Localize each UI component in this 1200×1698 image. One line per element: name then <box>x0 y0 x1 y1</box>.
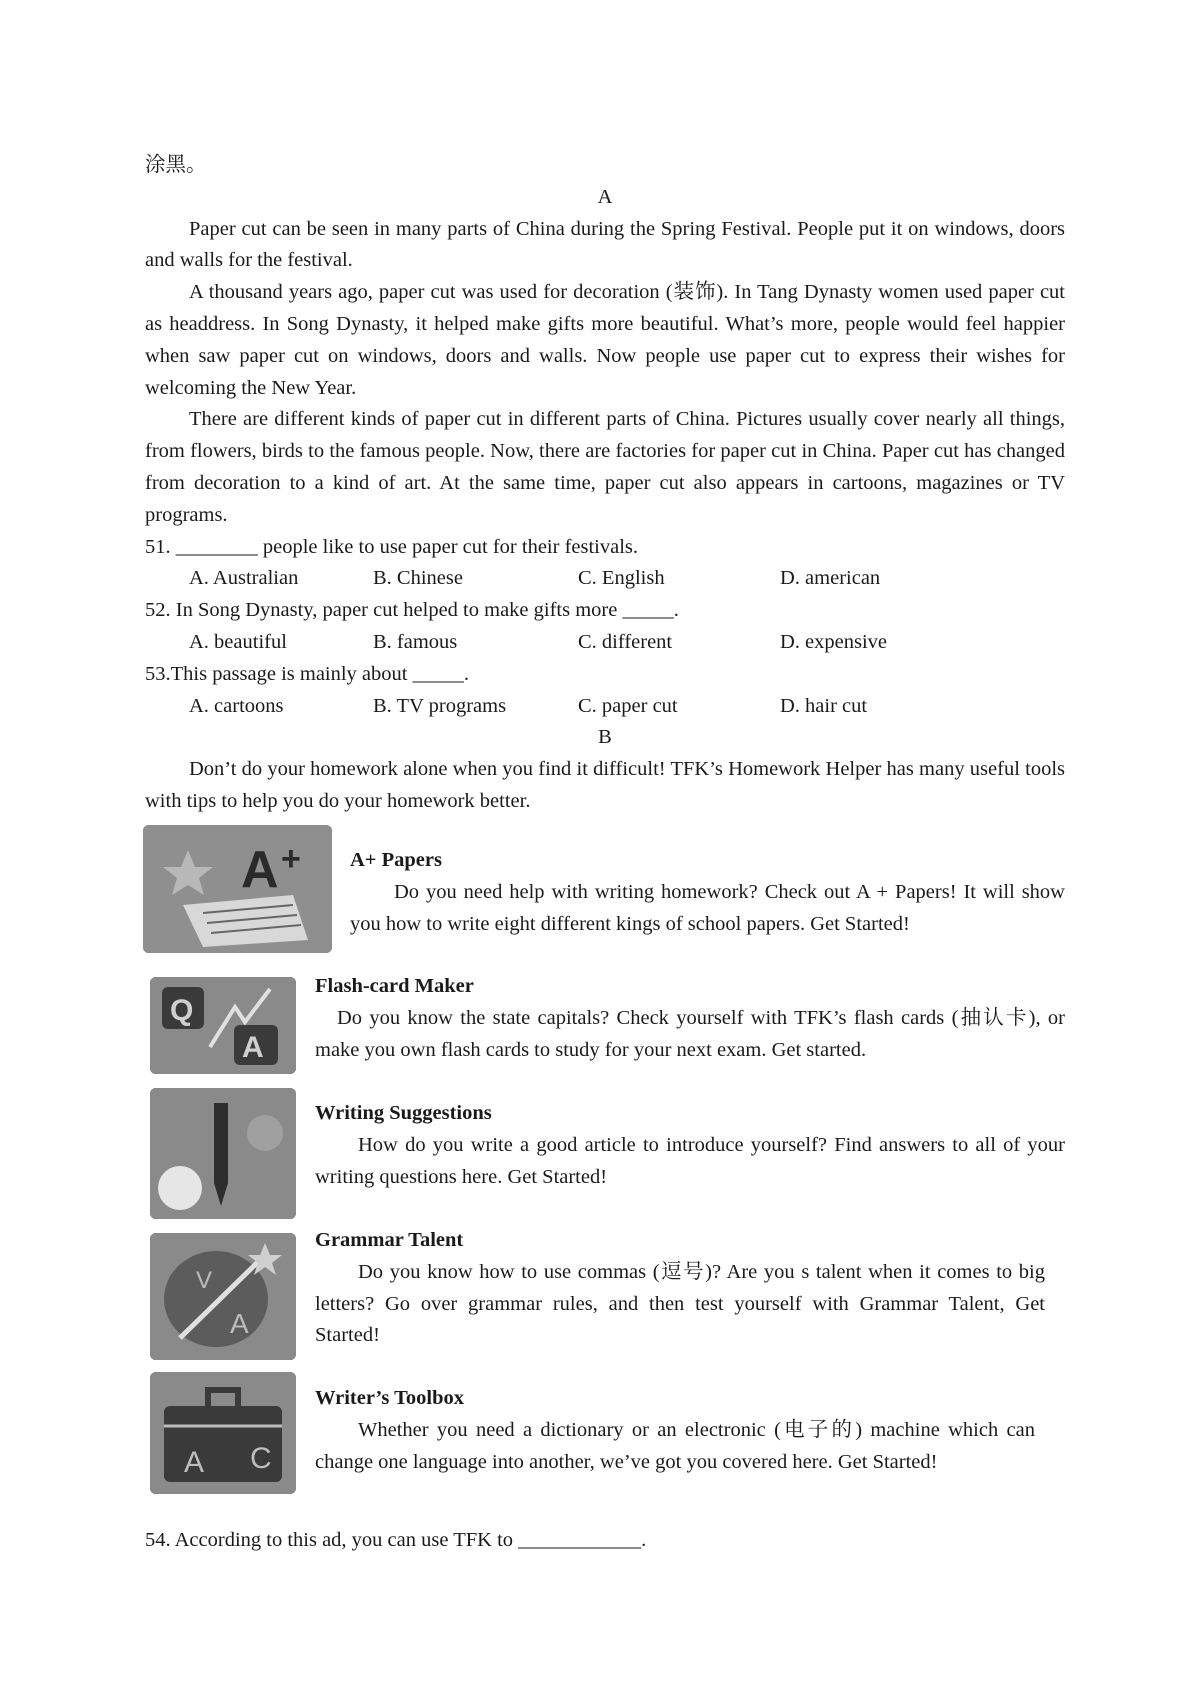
svg-text:+: + <box>281 840 301 878</box>
tool-body: How do you write a good article to introduce yourself? Find answers to all of your writing questions here. Get Started! <box>315 1133 1065 1188</box>
svg-text:A: A <box>230 1308 249 1339</box>
tool-body: Do you know the state capitals? Check yourself with TFK’s flash cards (抽认卡), or make you own flash cards to study for your next exam. Get started. <box>315 1006 1065 1061</box>
section-a-heading: A <box>597 185 613 208</box>
svg-text:Q: Q <box>170 994 194 1027</box>
section-a <box>145 150 1065 818</box>
option: D. expensive <box>780 630 888 653</box>
svg-text:A: A <box>184 1446 205 1479</box>
option: B. Chinese <box>373 567 463 590</box>
question-51-options <box>145 563 1065 595</box>
option: D. american <box>780 567 881 590</box>
option: B. TV programs <box>373 694 507 717</box>
a-plus-papers-icon <box>143 825 332 953</box>
option: C. English <box>578 567 665 590</box>
tool-body: Whether you need a dictionary or an electronic (电子的) machine which can change one language into another, we’ve got you covered here. Get Started! <box>315 1418 1035 1473</box>
option: D. hair cut <box>780 694 868 717</box>
tool-a-plus-papers <box>350 845 1065 940</box>
svg-text:A: A <box>241 841 279 899</box>
intro-fragment: 涂黑。 <box>145 154 207 176</box>
tool-flash-card-maker <box>315 971 1065 1066</box>
option: C. different <box>578 630 673 653</box>
section-b-intro: Don’t do your homework alone when you find it difficult! TFK’s Homework Helper has many useful tools with tips to help you do your homework better. <box>145 758 1065 812</box>
question-54: 54. According to this ad, you can use TFK to ____________. <box>145 1529 647 1551</box>
tool-title: A+ Papers <box>350 849 442 871</box>
section-b-heading: B <box>598 726 612 749</box>
question-51: 51. ________ people like to use paper cut for their festivals. <box>145 535 639 558</box>
svg-text:V: V <box>196 1267 213 1294</box>
option: A. Australian <box>189 567 299 590</box>
svg-text:A: A <box>242 1031 264 1064</box>
svg-text:C: C <box>250 1442 272 1475</box>
tool-title: Writing Suggestions <box>315 1102 492 1124</box>
tool-title: Flash-card Maker <box>315 975 474 997</box>
option: C. paper cut <box>578 694 678 717</box>
tool-body: Do you know how to use commas (逗号)? Are you s talent when it comes to big letters? Go over grammar rules, and then test yourself with Grammar Talent, Get Started! <box>315 1260 1045 1347</box>
option: A. cartoons <box>189 694 284 717</box>
question-53-options <box>145 691 1065 723</box>
tool-writers-toolbox <box>315 1383 1065 1478</box>
option: A. beautiful <box>189 630 287 653</box>
paragraph-2: A thousand years ago, paper cut was used for decoration (装饰). In Tang Dynasty women used paper cut as headdress. In Song Dynasty, it helped make gifts more beautiful. What’s more, people would feel happier when saw paper cut on windows, doors and walls. Now people use paper cut to express their wishes for welcoming the New Year. <box>145 281 1065 399</box>
tool-title: Writer’s Toolbox <box>315 1387 465 1409</box>
toolbox-icon <box>150 1372 296 1494</box>
question-53: 53.This passage is mainly about _____. <box>145 662 469 685</box>
tool-grammar-talent <box>315 1225 1065 1352</box>
tool-body: Do you need help with writing homework? Check out A + Papers! It will show you how to write eight different kings of school papers. Get Started! <box>350 880 1065 935</box>
pen-icon <box>150 1088 296 1219</box>
question-52-options <box>145 627 1065 659</box>
grammar-icon <box>150 1233 296 1360</box>
option: B. famous <box>373 630 458 653</box>
question-52: 52. In Song Dynasty, paper cut helped to make gifts more _____. <box>145 599 679 622</box>
flash-card-icon <box>150 977 296 1074</box>
paragraph-3: There are different kinds of paper cut in different parts of China. Pictures usually cover nearly all things, from flowers, birds to the famous people. Now, there are factories for paper cut in China. Paper cut has changed from decoration to a kind of art. At the same time, paper cut also appears in cartoons, magazines or TV programs. <box>145 408 1065 526</box>
paragraph-1: Paper cut can be seen in many parts of China during the Spring Festival. People put it on windows, doors and walls for the festival. <box>145 217 1065 272</box>
tool-writing-suggestions <box>315 1098 1065 1193</box>
tool-title: Grammar Talent <box>315 1229 464 1251</box>
